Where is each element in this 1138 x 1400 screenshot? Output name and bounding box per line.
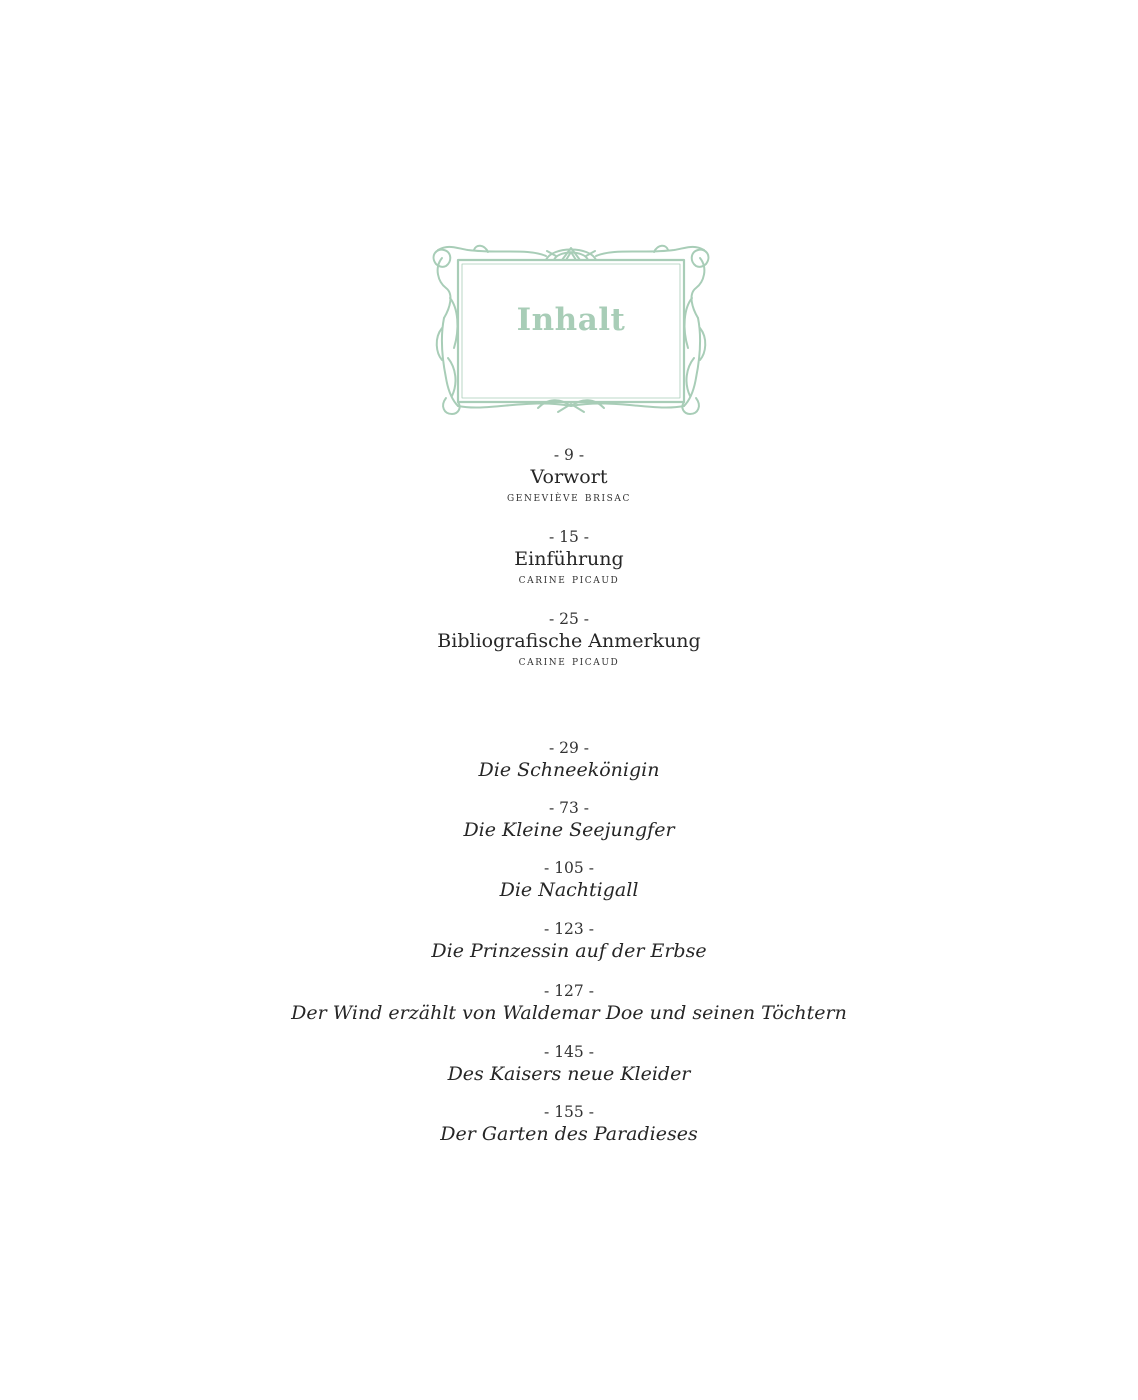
toc-page-number: - 29 - — [548, 739, 590, 757]
toc-entry-story[interactable] — [0, 1043, 1138, 1087]
ornamental-frame — [428, 238, 714, 416]
toc-title: Der Wind erzählt von Waldemar Doe und seinen Töchtern — [291, 1002, 847, 1024]
toc-entry-introduction[interactable] — [0, 528, 1138, 588]
toc-page-number: - 9 - — [553, 446, 585, 464]
toc-entry-story[interactable] — [0, 982, 1138, 1026]
toc-page-number: - 15 - — [548, 528, 590, 546]
toc-entry-foreword[interactable] — [0, 446, 1138, 506]
toc-title: Die Nachtigall — [499, 879, 639, 901]
toc-title: Der Garten des Paradieses — [440, 1123, 698, 1145]
toc-title: Vorwort — [530, 466, 608, 488]
toc-author: geneviève brisac — [507, 489, 631, 504]
toc-entry-story[interactable] — [0, 799, 1138, 843]
toc-title: Die Schneekönigin — [478, 759, 660, 781]
toc-page-number: - 73 - — [548, 799, 590, 817]
toc-entry-story[interactable] — [0, 739, 1138, 783]
toc-author: carine picaud — [518, 653, 620, 668]
toc-title: Die Kleine Seejungfer — [463, 819, 675, 841]
toc-title: Bibliografische Anmerkung — [437, 630, 701, 652]
toc-title: Die Prinzessin auf der Erbse — [431, 940, 707, 962]
toc-entry-bibliographic-note[interactable] — [0, 610, 1138, 670]
toc-entry-story[interactable] — [0, 1103, 1138, 1147]
toc-title: Einführung — [514, 548, 624, 570]
toc-entry-story[interactable] — [0, 920, 1138, 964]
toc-page-number: - 155 - — [544, 1103, 594, 1121]
toc-page-number: - 145 - — [544, 1043, 594, 1061]
toc-entry-story[interactable] — [0, 859, 1138, 903]
toc-author: carine picaud — [518, 571, 620, 586]
toc-page-number: - 123 - — [544, 920, 594, 938]
page-title: Inhalt — [516, 302, 626, 338]
toc-page-number: - 105 - — [544, 859, 594, 877]
toc-page-number: - 25 - — [548, 610, 590, 628]
toc-title: Des Kaisers neue Kleider — [447, 1063, 691, 1085]
toc-page-number: - 127 - — [544, 982, 594, 1000]
